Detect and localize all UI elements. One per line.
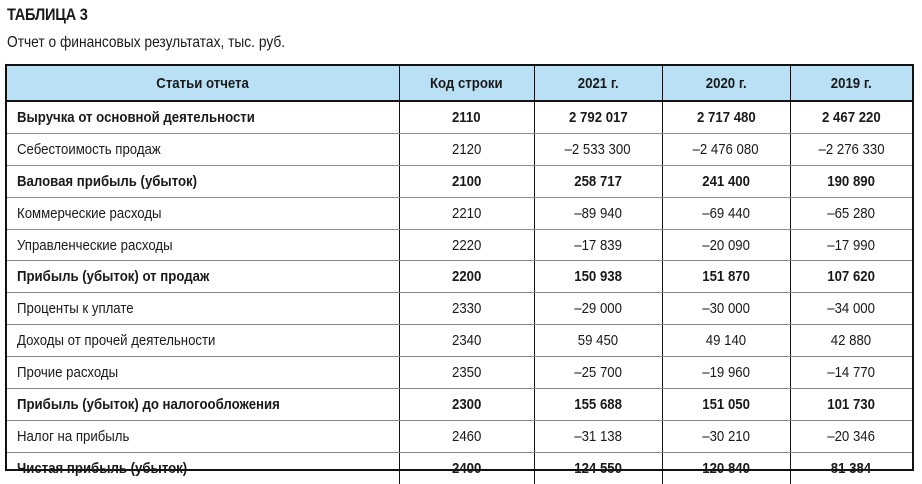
value-2019: –34 000 — [790, 293, 912, 325]
row-code: 2110 — [399, 101, 534, 133]
table-row — [7, 229, 912, 261]
row-code: 2220 — [399, 229, 534, 261]
header-item: Статьи отчета — [7, 66, 399, 101]
value-2021: 258 717 — [534, 165, 662, 197]
value-2021: –25 700 — [534, 357, 662, 389]
table-row — [7, 325, 912, 357]
value-2019: –14 770 — [790, 357, 912, 389]
value-2019: –2 276 330 — [790, 133, 912, 165]
value-2020: –30 210 — [662, 420, 790, 452]
row-label: Валовая прибыль (убыток) — [7, 165, 399, 197]
value-2021: –2 533 300 — [534, 133, 662, 165]
table-row — [7, 197, 912, 229]
table-body — [7, 101, 912, 484]
value-2019: –17 990 — [790, 229, 912, 261]
value-2020: –69 440 — [662, 197, 790, 229]
header-code: Код строки — [399, 66, 534, 101]
value-2021: 155 688 — [534, 389, 662, 421]
header-2020: 2020 г. — [662, 66, 790, 101]
value-2020: 120 840 — [662, 452, 790, 483]
table-row — [7, 452, 912, 483]
value-2019: 2 467 220 — [790, 101, 912, 133]
value-2021: –31 138 — [534, 420, 662, 452]
financial-results-table-frame — [5, 64, 914, 477]
value-2019: –65 280 — [790, 197, 912, 229]
row-label: Налог на прибыль — [7, 420, 399, 452]
row-label: Прочие расходы — [7, 357, 399, 389]
table-row — [7, 261, 912, 293]
table-row — [7, 357, 912, 389]
value-2019: 42 880 — [790, 325, 912, 357]
value-2019: 81 384 — [790, 452, 912, 483]
row-label: Себестоимость продаж — [7, 133, 399, 165]
table-row — [7, 133, 912, 165]
value-2021: –17 839 — [534, 229, 662, 261]
value-2019: –20 346 — [790, 420, 912, 452]
value-2021: 124 550 — [534, 452, 662, 483]
value-2019: 190 890 — [790, 165, 912, 197]
value-2020: –19 960 — [662, 357, 790, 389]
row-label: Прибыль (убыток) до налогообложения — [7, 389, 399, 421]
table-row — [7, 165, 912, 197]
table-subtitle: Отчет о финансовых результатах, тыс. руб. — [7, 34, 286, 51]
value-2020: –2 476 080 — [662, 133, 790, 165]
row-code: 2210 — [399, 197, 534, 229]
row-code: 2400 — [399, 452, 534, 483]
row-code: 2350 — [399, 357, 534, 389]
value-2020: 2 717 480 — [662, 101, 790, 133]
row-code: 2460 — [399, 420, 534, 452]
value-2020: 151 050 — [662, 389, 790, 421]
table-title: ТАБЛИЦА 3 — [7, 5, 88, 24]
row-code: 2340 — [399, 325, 534, 357]
row-label: Управленческие расходы — [7, 229, 399, 261]
row-code: 2300 — [399, 389, 534, 421]
value-2020: –20 090 — [662, 229, 790, 261]
row-code: 2120 — [399, 133, 534, 165]
header-2019: 2019 г. — [790, 66, 912, 101]
header-2021: 2021 г. — [534, 66, 662, 101]
row-code: 2100 — [399, 165, 534, 197]
value-2020: –30 000 — [662, 293, 790, 325]
row-label: Выручка от основной деятельности — [7, 101, 399, 133]
value-2021: –29 000 — [534, 293, 662, 325]
value-2021: 150 938 — [534, 261, 662, 293]
table-row — [7, 389, 912, 421]
value-2019: 107 620 — [790, 261, 912, 293]
value-2021: 2 792 017 — [534, 101, 662, 133]
value-2021: –89 940 — [534, 197, 662, 229]
value-2020: 49 140 — [662, 325, 790, 357]
table-row — [7, 293, 912, 325]
row-label: Коммерческие расходы — [7, 197, 399, 229]
row-label: Прибыль (убыток) от продаж — [7, 261, 399, 293]
value-2020: 151 870 — [662, 261, 790, 293]
row-label: Чистая прибыль (убыток) — [17, 459, 188, 477]
table-header — [7, 66, 912, 101]
value-2021: 59 450 — [534, 325, 662, 357]
row-label: Доходы от прочей деятельности — [7, 325, 399, 357]
financial-results-table — [7, 66, 912, 484]
value-2020: 241 400 — [662, 165, 790, 197]
value-2019: 101 730 — [790, 389, 912, 421]
table-row — [7, 420, 912, 452]
row-code: 2330 — [399, 293, 534, 325]
row-code: 2200 — [399, 261, 534, 293]
row-label: Проценты к уплате — [7, 293, 399, 325]
table-row — [7, 101, 912, 133]
